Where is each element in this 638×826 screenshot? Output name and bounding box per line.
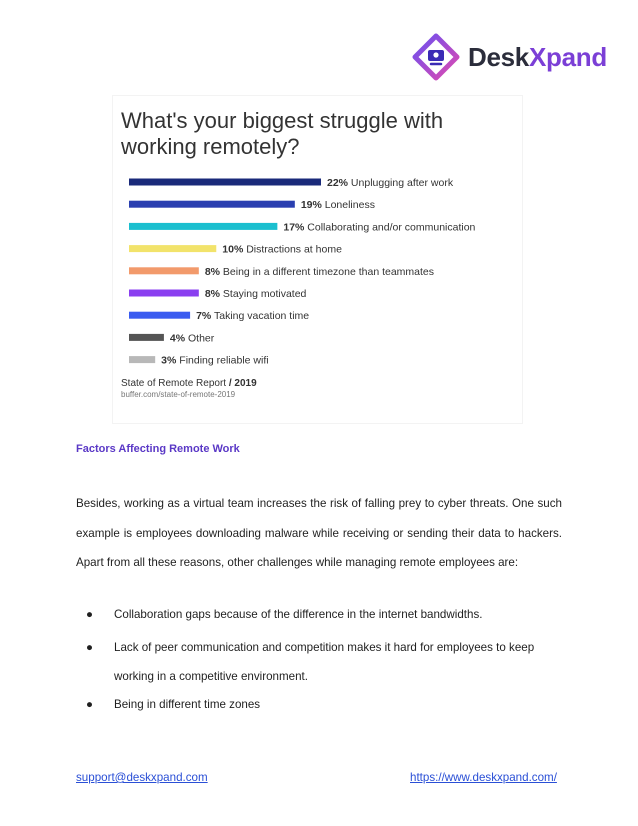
- chart-value-label: 17%: [283, 221, 305, 234]
- chart-category-label: Distractions at home: [243, 243, 342, 256]
- chart-category-label: Being in a different timezone than teammates: [220, 265, 435, 278]
- chart-bar: [129, 290, 199, 297]
- chart-category-label: Staying motivated: [220, 288, 307, 300]
- body-line-1: Besides, working as a virtual team increases the risk of falling prey to cyber threats. One such: [76, 497, 562, 510]
- chart-category-label: Loneliness: [321, 199, 375, 212]
- chart-bar-label: [170, 332, 215, 344]
- chart-bar-label: [283, 221, 475, 233]
- body-line-2: example is employees downloading malware while receiving or sending their data to hackers.: [76, 527, 562, 540]
- bullet-text: Collaboration gaps because of the difference in the internet bandwidths.: [114, 608, 483, 621]
- footer-website-link[interactable]: https://www.deskxpand.com/: [410, 771, 557, 784]
- chart-source-line2: buffer.com/state-of-remote-2019: [121, 390, 236, 399]
- chart-bar: [129, 312, 190, 319]
- bullet-item-2-continued: working in a competitive environment.: [114, 670, 308, 683]
- chart-bar-label: [327, 177, 454, 189]
- bullet-marker: ●: [86, 698, 94, 711]
- chart-title-line2: working remotely?: [121, 134, 300, 159]
- chart-source-line1: State of Remote Report / 2019: [121, 378, 257, 389]
- bullet-item-1: [86, 608, 482, 621]
- chart-value-label: 8%: [204, 288, 221, 300]
- chart-value-label: 3%: [161, 354, 177, 367]
- chart-svg: [113, 96, 522, 423]
- chart-bar-label: [161, 355, 268, 367]
- chart-bar: [129, 201, 295, 208]
- footer-email-link[interactable]: support@deskxpand.com: [76, 771, 208, 784]
- chart-bars: [129, 177, 476, 367]
- chart-bar-label: [196, 310, 309, 322]
- chart-value-label: 8%: [204, 265, 221, 278]
- bullet-item-2: [86, 641, 534, 654]
- chart-bar-label: [205, 266, 434, 278]
- remote-struggle-chart: [113, 96, 522, 423]
- chart-bar-label: [222, 244, 342, 256]
- chart-value-label: 22%: [327, 177, 349, 189]
- logo-wordmark: [468, 42, 607, 73]
- bullet-text: Being in different time zones: [114, 698, 261, 711]
- section-title: Factors Affecting Remote Work: [76, 443, 240, 455]
- chart-bar: [129, 245, 216, 252]
- chart-category-label: Unplugging after work: [348, 177, 454, 189]
- bullet-marker: ●: [86, 608, 94, 621]
- chart-bar: [129, 356, 155, 363]
- deskxpand-logo: [412, 33, 607, 81]
- chart-category-label: Finding reliable wifi: [176, 354, 269, 367]
- bullet-item-3: [86, 698, 260, 711]
- bullet-text: Lack of peer communication and competition makes it hard for employees to keep: [114, 641, 535, 654]
- chart-bar: [129, 179, 321, 186]
- chart-category-label: Taking vacation time: [211, 310, 310, 323]
- chart-value-label: 4%: [169, 332, 186, 345]
- body-line-3: Apart from all these reasons, other challenges while managing remote employees are:: [76, 556, 519, 569]
- chart-value-label: 7%: [196, 310, 212, 323]
- chart-bar: [129, 223, 277, 230]
- chart-bar: [129, 334, 164, 341]
- chart-category-label: Other: [185, 332, 215, 345]
- chart-value-label: 19%: [300, 199, 322, 212]
- deskxpand-logo-icon: [412, 33, 460, 81]
- chart-value-label: 10%: [222, 243, 244, 256]
- logo-text-xpand: Xpand: [528, 41, 607, 72]
- logo-text-desk: Desk: [468, 41, 529, 72]
- chart-bar-label: [205, 288, 307, 300]
- chart-title-line1: What's your biggest struggle with: [121, 108, 444, 133]
- bullet-marker: ●: [86, 641, 94, 654]
- chart-category-label: Collaborating and/or communication: [304, 221, 476, 234]
- chart-bar: [129, 267, 199, 274]
- chart-bar-label: [301, 199, 375, 211]
